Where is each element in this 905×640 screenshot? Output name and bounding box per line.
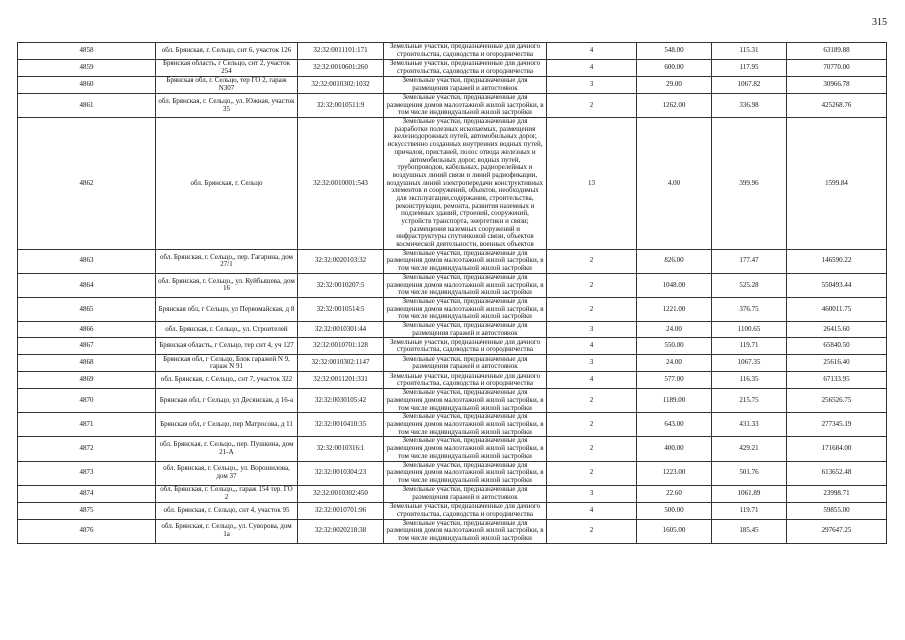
row-cadastral-number: 32:32:0010601:260	[298, 60, 384, 77]
row-rate: 376.75	[712, 297, 787, 321]
row-land-use: Земельные участки, предназначенные для разработки полезных ископаемых, размещения железнодорожных путей, автомобильных дорог, искусственно созданных внутренних водных путей, причалов, пристаней, полос отвода железных и автомобильных дорог, водных путей, трубопроводов, кабельных, радиорелейных и воздушных линий связи и линий радиофикации, воздушных линий электропередачи конструктивных элементов и сооружений, объектов, необходимых для эксплуатации,содержания, строительства, реконструкции, ремонта, развития наземных и подземных зданий, строений, сооружений, устройств транспорта, энергетики и связи; размещения наземных сооружений и инфраструктуры спутниковой связи, объектов космической деятельности, военных объектов	[384, 118, 547, 250]
row-id: 4868	[18, 355, 156, 372]
cadastral-value-table	[17, 42, 887, 544]
row-id: 4867	[18, 338, 156, 355]
row-area: 500.00	[637, 502, 712, 519]
row-land-use: Земельные участки, предназначенные для размещения домов малоэтажной жилой застройки, в том числе индивидуальной жилой застройки	[384, 437, 547, 461]
row-cadastral-value: 65840.50	[787, 338, 887, 355]
row-cadastral-value: 30966.78	[787, 77, 887, 94]
row-cadastral-value: 23998.71	[787, 485, 887, 502]
row-rate: 117.95	[712, 60, 787, 77]
row-area: 1262.00	[637, 94, 712, 118]
row-cadastral-number: 32:32:0010304:23	[298, 461, 384, 485]
row-land-use: Земельные участки, предназначенные для размещения гаражей и автостоянок	[384, 77, 547, 94]
row-land-use: Земельные участки, предназначенные для размещения домов малоэтажной жилой застройки, в том числе индивидуальной жилой застройки	[384, 94, 547, 118]
row-land-use: Земельные участки, предназначенные для размещения домов малоэтажной жилой застройки, в том числе индивидуальной жилой застройки	[384, 461, 547, 485]
row-cadastral-number: 32:32:0010302:1147	[298, 355, 384, 372]
row-id: 4870	[18, 389, 156, 413]
table-row	[18, 249, 887, 273]
table-row	[18, 372, 887, 389]
table-row	[18, 94, 887, 118]
row-land-use: Земельные участки, предназначенные для дачного строительства, садоводства и огородничества	[384, 60, 547, 77]
row-land-use: Земельные участки, предназначенные для размещения домов малоэтажной жилой застройки, в том числе индивидуальной жилой застройки	[384, 413, 547, 437]
row-group: 3	[547, 355, 637, 372]
row-land-use: Земельные участки, предназначенные для размещения гаражей и автостоянок	[384, 485, 547, 502]
row-cadastral-number: 32:32:0020218:38	[298, 519, 384, 543]
row-group: 2	[547, 413, 637, 437]
row-rate: 429.21	[712, 437, 787, 461]
row-cadastral-number: 32:32:0010701:128	[298, 338, 384, 355]
row-address: Брянская обл, г. Сельцо, тер ГО 2, гараж N307	[156, 77, 298, 94]
row-cadastral-value: 460011.75	[787, 297, 887, 321]
row-cadastral-value: 67133.95	[787, 372, 887, 389]
row-address: Брянская обл, г Сельцо, пер Матросова, д 11	[156, 413, 298, 437]
row-cadastral-number: 32:32:0010301:44	[298, 321, 384, 337]
table-body	[18, 43, 887, 544]
row-address: обл. Брянская, г. Сельцо,, пер. Гагарина, дом 27/1	[156, 249, 298, 273]
row-cadastral-number: 32:32:0010207:5	[298, 273, 384, 297]
row-rate: 1067.82	[712, 77, 787, 94]
row-area: 577.00	[637, 372, 712, 389]
row-land-use: Земельные участки, предназначенные для дачного строительства, садоводства и огородничества	[384, 338, 547, 355]
row-land-use: Земельные участки, предназначенные для размещения домов малоэтажной жилой застройки, в том числе индивидуальной жилой застройки	[384, 389, 547, 413]
row-cadastral-value: 26415.60	[787, 321, 887, 337]
table-row	[18, 273, 887, 297]
row-land-use: Земельные участки, предназначенные для размещения домов малоэтажной жилой застройки, в том числе индивидуальной жилой застройки	[384, 519, 547, 543]
row-rate: 215.75	[712, 389, 787, 413]
row-address: обл. Брянская, г. Сельцо,, ул. Куйбышева, дом 16	[156, 273, 298, 297]
row-address: обл. Брянская, г. Сельцо,, ул. Ворошилова, дом 37	[156, 461, 298, 485]
row-id: 4875	[18, 502, 156, 519]
row-group: 4	[547, 372, 637, 389]
row-id: 4865	[18, 297, 156, 321]
row-group: 3	[547, 321, 637, 337]
row-group: 2	[547, 94, 637, 118]
row-cadastral-number: 32:32:0010701:96	[298, 502, 384, 519]
row-id: 4872	[18, 437, 156, 461]
row-group: 2	[547, 437, 637, 461]
row-land-use: Земельные участки, предназначенные для дачного строительства, садоводства и огородничества	[384, 372, 547, 389]
table-row	[18, 502, 887, 519]
row-address: обл. Брянская, г. Сельцо,, ул. Южная, участок 35	[156, 94, 298, 118]
row-rate: 177.47	[712, 249, 787, 273]
row-cadastral-number: 32:32:0010511:9	[298, 94, 384, 118]
row-area: 600.00	[637, 60, 712, 77]
row-id: 4864	[18, 273, 156, 297]
row-cadastral-number: 32:32:0010302:1032	[298, 77, 384, 94]
row-id: 4859	[18, 60, 156, 77]
row-land-use: Земельные участки, предназначенные для дачного строительства, садоводства и огородничества	[384, 43, 547, 60]
row-rate: 336.98	[712, 94, 787, 118]
row-group: 2	[547, 273, 637, 297]
table-row	[18, 60, 887, 77]
row-area: 548.00	[637, 43, 712, 60]
row-address: Брянская обл, г Сельцо, ул Первомайская, д 8	[156, 297, 298, 321]
row-rate: 1100.65	[712, 321, 787, 337]
row-rate: 1067.35	[712, 355, 787, 372]
row-rate: 1061.89	[712, 485, 787, 502]
row-id: 4862	[18, 118, 156, 250]
row-cadastral-number: 32:32:0010302:450	[298, 485, 384, 502]
row-address: обл. Брянская, г. Сельцо,,, гараж 154 тер. ГО 2	[156, 485, 298, 502]
row-group: 3	[547, 77, 637, 94]
row-rate: 501.76	[712, 461, 787, 485]
row-address: обл. Брянская, г. Сельцо, снт 4, участок 95	[156, 502, 298, 519]
row-cadastral-number: 32:32:0011101:171	[298, 43, 384, 60]
row-rate: 119.71	[712, 338, 787, 355]
row-address: Брянская обл, г Сельцо, ул Десянская, д 16-а	[156, 389, 298, 413]
row-cadastral-number: 32:32:0010410:35	[298, 413, 384, 437]
row-group: 2	[547, 249, 637, 273]
row-id: 4860	[18, 77, 156, 94]
row-area: 29.00	[637, 77, 712, 94]
row-id: 4863	[18, 249, 156, 273]
row-group: 4	[547, 502, 637, 519]
row-cadastral-value: 256526.75	[787, 389, 887, 413]
row-address: обл. Брянская, г. Сельцо,, пер. Пушкина, дом 21-А	[156, 437, 298, 461]
row-area: 1223.00	[637, 461, 712, 485]
row-cadastral-value: 277345.19	[787, 413, 887, 437]
row-area: 24.00	[637, 321, 712, 337]
row-group: 4	[547, 60, 637, 77]
row-land-use: Земельные участки, предназначенные для дачного строительства, садоводства и огородничества	[384, 502, 547, 519]
row-cadastral-value: 297647.25	[787, 519, 887, 543]
row-land-use: Земельные участки, предназначенные для размещения домов малоэтажной жилой застройки, в том числе индивидуальной жилой застройки	[384, 249, 547, 273]
row-area: 826.00	[637, 249, 712, 273]
page-number: 315	[872, 17, 887, 28]
row-cadastral-number: 32:32:0010001:543	[298, 118, 384, 250]
row-id: 4861	[18, 94, 156, 118]
row-cadastral-value: 425268.76	[787, 94, 887, 118]
table-row	[18, 355, 887, 372]
row-area: 24.00	[637, 355, 712, 372]
row-cadastral-number: 32:32:0020103:32	[298, 249, 384, 273]
row-address: обл. Брянская, г. Сельцо,, ул. Строителей	[156, 321, 298, 337]
table-row	[18, 461, 887, 485]
row-area: 22.60	[637, 485, 712, 502]
row-rate: 119.71	[712, 502, 787, 519]
row-cadastral-number: 32:32:0010514:5	[298, 297, 384, 321]
table-row	[18, 338, 887, 355]
row-cadastral-number: 32:32:0011201:331	[298, 372, 384, 389]
row-land-use: Земельные участки, предназначенные для размещения домов малоэтажной жилой застройки, в том числе индивидуальной жилой застройки	[384, 273, 547, 297]
row-area: 550.00	[637, 338, 712, 355]
row-cadastral-number: 32:32:0010316:1	[298, 437, 384, 461]
row-address: Брянская область, г Сельцо, тер снт 4, уч 127	[156, 338, 298, 355]
row-address: Брянская область, г Сельцо, снт 2, участок 254	[156, 60, 298, 77]
row-cadastral-value: 1599.84	[787, 118, 887, 250]
row-area: 400.00	[637, 437, 712, 461]
row-id: 4876	[18, 519, 156, 543]
row-cadastral-value: 550493.44	[787, 273, 887, 297]
table-row	[18, 413, 887, 437]
row-id: 4873	[18, 461, 156, 485]
row-rate: 116.35	[712, 372, 787, 389]
row-group: 2	[547, 297, 637, 321]
row-group: 2	[547, 389, 637, 413]
row-id: 4871	[18, 413, 156, 437]
row-id: 4866	[18, 321, 156, 337]
row-rate: 115.31	[712, 43, 787, 60]
table-row	[18, 297, 887, 321]
row-cadastral-number: 32:32:0030105:42	[298, 389, 384, 413]
row-id: 4874	[18, 485, 156, 502]
row-cadastral-value: 146590.22	[787, 249, 887, 273]
row-group: 4	[547, 338, 637, 355]
table-row	[18, 519, 887, 543]
row-land-use: Земельные участки, предназначенные для размещения гаражей и автостоянок	[384, 355, 547, 372]
table-row	[18, 118, 887, 250]
row-rate: 431.33	[712, 413, 787, 437]
table-row	[18, 389, 887, 413]
row-area: 1605.00	[637, 519, 712, 543]
row-group: 2	[547, 461, 637, 485]
row-rate: 525.28	[712, 273, 787, 297]
row-area: 1221.00	[637, 297, 712, 321]
row-address: обл. Брянская, г. Сельцо, снт 6, участок 126	[156, 43, 298, 60]
row-group: 2	[547, 519, 637, 543]
row-area: 4.00	[637, 118, 712, 250]
row-group: 4	[547, 43, 637, 60]
row-cadastral-value: 63189.88	[787, 43, 887, 60]
row-cadastral-value: 613652.48	[787, 461, 887, 485]
row-rate: 185.45	[712, 519, 787, 543]
row-id: 4869	[18, 372, 156, 389]
row-id: 4858	[18, 43, 156, 60]
table-row	[18, 437, 887, 461]
row-address: обл. Брянская, г. Сельцо	[156, 118, 298, 250]
table-row	[18, 485, 887, 502]
row-group: 13	[547, 118, 637, 250]
row-area: 643.00	[637, 413, 712, 437]
row-rate: 399.96	[712, 118, 787, 250]
table-row	[18, 321, 887, 337]
row-area: 1048.00	[637, 273, 712, 297]
row-cadastral-value: 70770.00	[787, 60, 887, 77]
row-land-use: Земельные участки, предназначенные для размещения домов малоэтажной жилой застройки, в том числе индивидуальной жилой застройки	[384, 297, 547, 321]
row-area: 1189.00	[637, 389, 712, 413]
row-address: обл. Брянская, г. Сельцо,, ул. Суворова, дом 1а	[156, 519, 298, 543]
row-address: Брянская обл, г Сельцо, Блок гаражей N 9, гараж N 91	[156, 355, 298, 372]
row-address: обл. Брянская, г. Сельцо,, снт 7, участок 322	[156, 372, 298, 389]
row-cadastral-value: 25616.40	[787, 355, 887, 372]
table-row	[18, 77, 887, 94]
row-cadastral-value: 59855.00	[787, 502, 887, 519]
row-group: 3	[547, 485, 637, 502]
row-land-use: Земельные участки, предназначенные для размещения гаражей и автостоянок	[384, 321, 547, 337]
table-row	[18, 43, 887, 60]
row-cadastral-value: 171684.00	[787, 437, 887, 461]
